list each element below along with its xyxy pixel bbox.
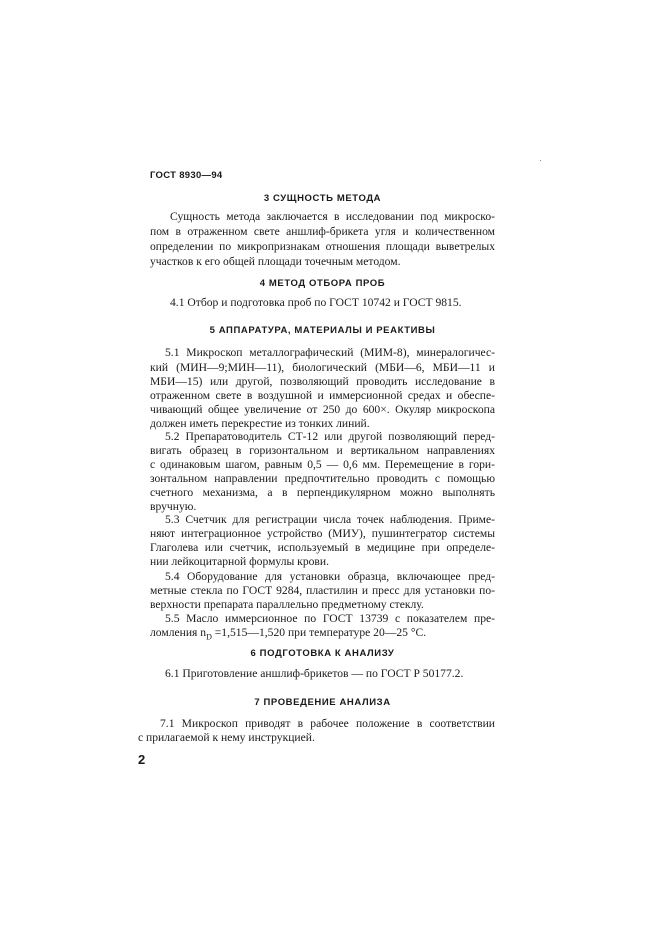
clause-5-2-line-6: вручную.: [150, 500, 197, 513]
clause-5-5-line-1: 5.5 Масло иммерсионное по ГОСТ 13739 с показателем пре-: [165, 612, 495, 625]
clause-5-2-line-5: счетного механизма, а в перпендикулярном можно выполнять: [150, 486, 495, 499]
clause-5-2-line-4: зонтальном направлении предпочтительно проводить с помощью: [150, 472, 495, 485]
section-3-line-3: определении по микропризнакам отношения площади выветрелых: [150, 240, 495, 253]
clause-5-1-line-2: кий (МИН—9;МИН—11), биологический (МБИ—6, МБИ—11 и: [150, 361, 495, 374]
section-4-heading: 4 МЕТОД ОТБОРА ПРОБ: [259, 278, 386, 289]
clause-5-4-line-1: 5.4 Оборудование для установки образца, включающее пред-: [165, 570, 495, 583]
clause-5-1-line-4: отраженном свете в воздушной и иммерсионной средах и обеспе-: [150, 389, 495, 402]
clause-4-1: 4.1 Отбор и подготовка проб по ГОСТ 10742 и ГОСТ 9815.: [170, 296, 462, 309]
section-5-heading: 5 АППАРАТУРА, МАТЕРИАЛЫ И РЕАКТИВЫ: [209, 325, 436, 336]
document-code: ГОСТ 8930—94: [150, 170, 223, 181]
clause-6-1: 6.1 Приготовление аншлиф-брикетов — по ГОСТ Р 50177.2.: [165, 667, 464, 680]
section-7-heading: 7 ПРОВЕДЕНИЕ АНАЛИЗА: [254, 697, 391, 708]
clause-5-1-line-1: 5.1 Микроскоп металлографический (МИМ-8), минералогичес-: [165, 346, 495, 359]
section-3-heading: 3 СУЩНОСТЬ МЕТОДА: [263, 193, 382, 204]
clause-5-3-line-2: няют интеграционное устройство (МИУ), пушинтегратор системы: [150, 527, 495, 540]
clause-5-4-line-3: верхности препарата параллельно предметному стеклу.: [150, 598, 424, 611]
clause-7-1-line-1: 7.1 Микроскоп приводят в рабочее положение в соответствии: [160, 717, 495, 730]
scan-speck: [540, 160, 541, 161]
clause-5-1-line-6: должен иметь перекрестие из тонких линий.: [150, 417, 370, 430]
clause-5-2-line-2: вигать образец в горизонтальном и вертикальном направлениях: [150, 444, 495, 457]
page-number: 2: [138, 752, 146, 767]
formula-prefix: ломления n: [150, 626, 207, 639]
clause-5-3-line-4: нии лейкоцитарной формулы крови.: [150, 555, 329, 568]
formula-rest: =1,515—1,520 при температуре 20—25 °С.: [211, 626, 427, 639]
clause-5-4-line-2: метные стекла по ГОСТ 9284, пластилин и пресс для установки по-: [150, 584, 495, 597]
clause-5-2-line-3: с одинаковым шагом, равным 0,5 — 0,6 мм. Перемещение в гори-: [150, 458, 495, 471]
clause-5-2-line-1: 5.2 Препаратоводитель СТ-12 или другой позволяющий перед-: [165, 430, 495, 443]
clause-5-5-line-2: [150, 626, 495, 643]
clause-7-1-line-2: с прилагаемой к нему инструкцией.: [138, 731, 315, 744]
section-3-line-2: пом в отраженном свете аншлиф-брикета угля и количественном: [150, 225, 495, 238]
clause-5-3-line-1: 5.3 Счетчик для регистрации числа точек наблюдения. Приме-: [165, 513, 495, 526]
clause-5-1-line-5: чивающий общее увеличение от 250 до 600×. Окуляр микроскопа: [150, 403, 495, 416]
section-3-line-1: Сущность метода заключается в исследовании под микроско-: [170, 210, 495, 223]
formula-subscript: D: [206, 632, 212, 642]
clause-5-3-line-3: Глаголева или счетчик, используемый в медицине при определе-: [150, 541, 495, 554]
clause-5-1-line-3: МБИ—15) или другой, позволяющий проводить исследование в: [150, 375, 495, 388]
section-3-line-4: участков к его общей площади точечным методом.: [150, 255, 401, 268]
section-6-heading: 6 ПОДГОТОВКА К АНАЛИЗУ: [250, 648, 395, 659]
